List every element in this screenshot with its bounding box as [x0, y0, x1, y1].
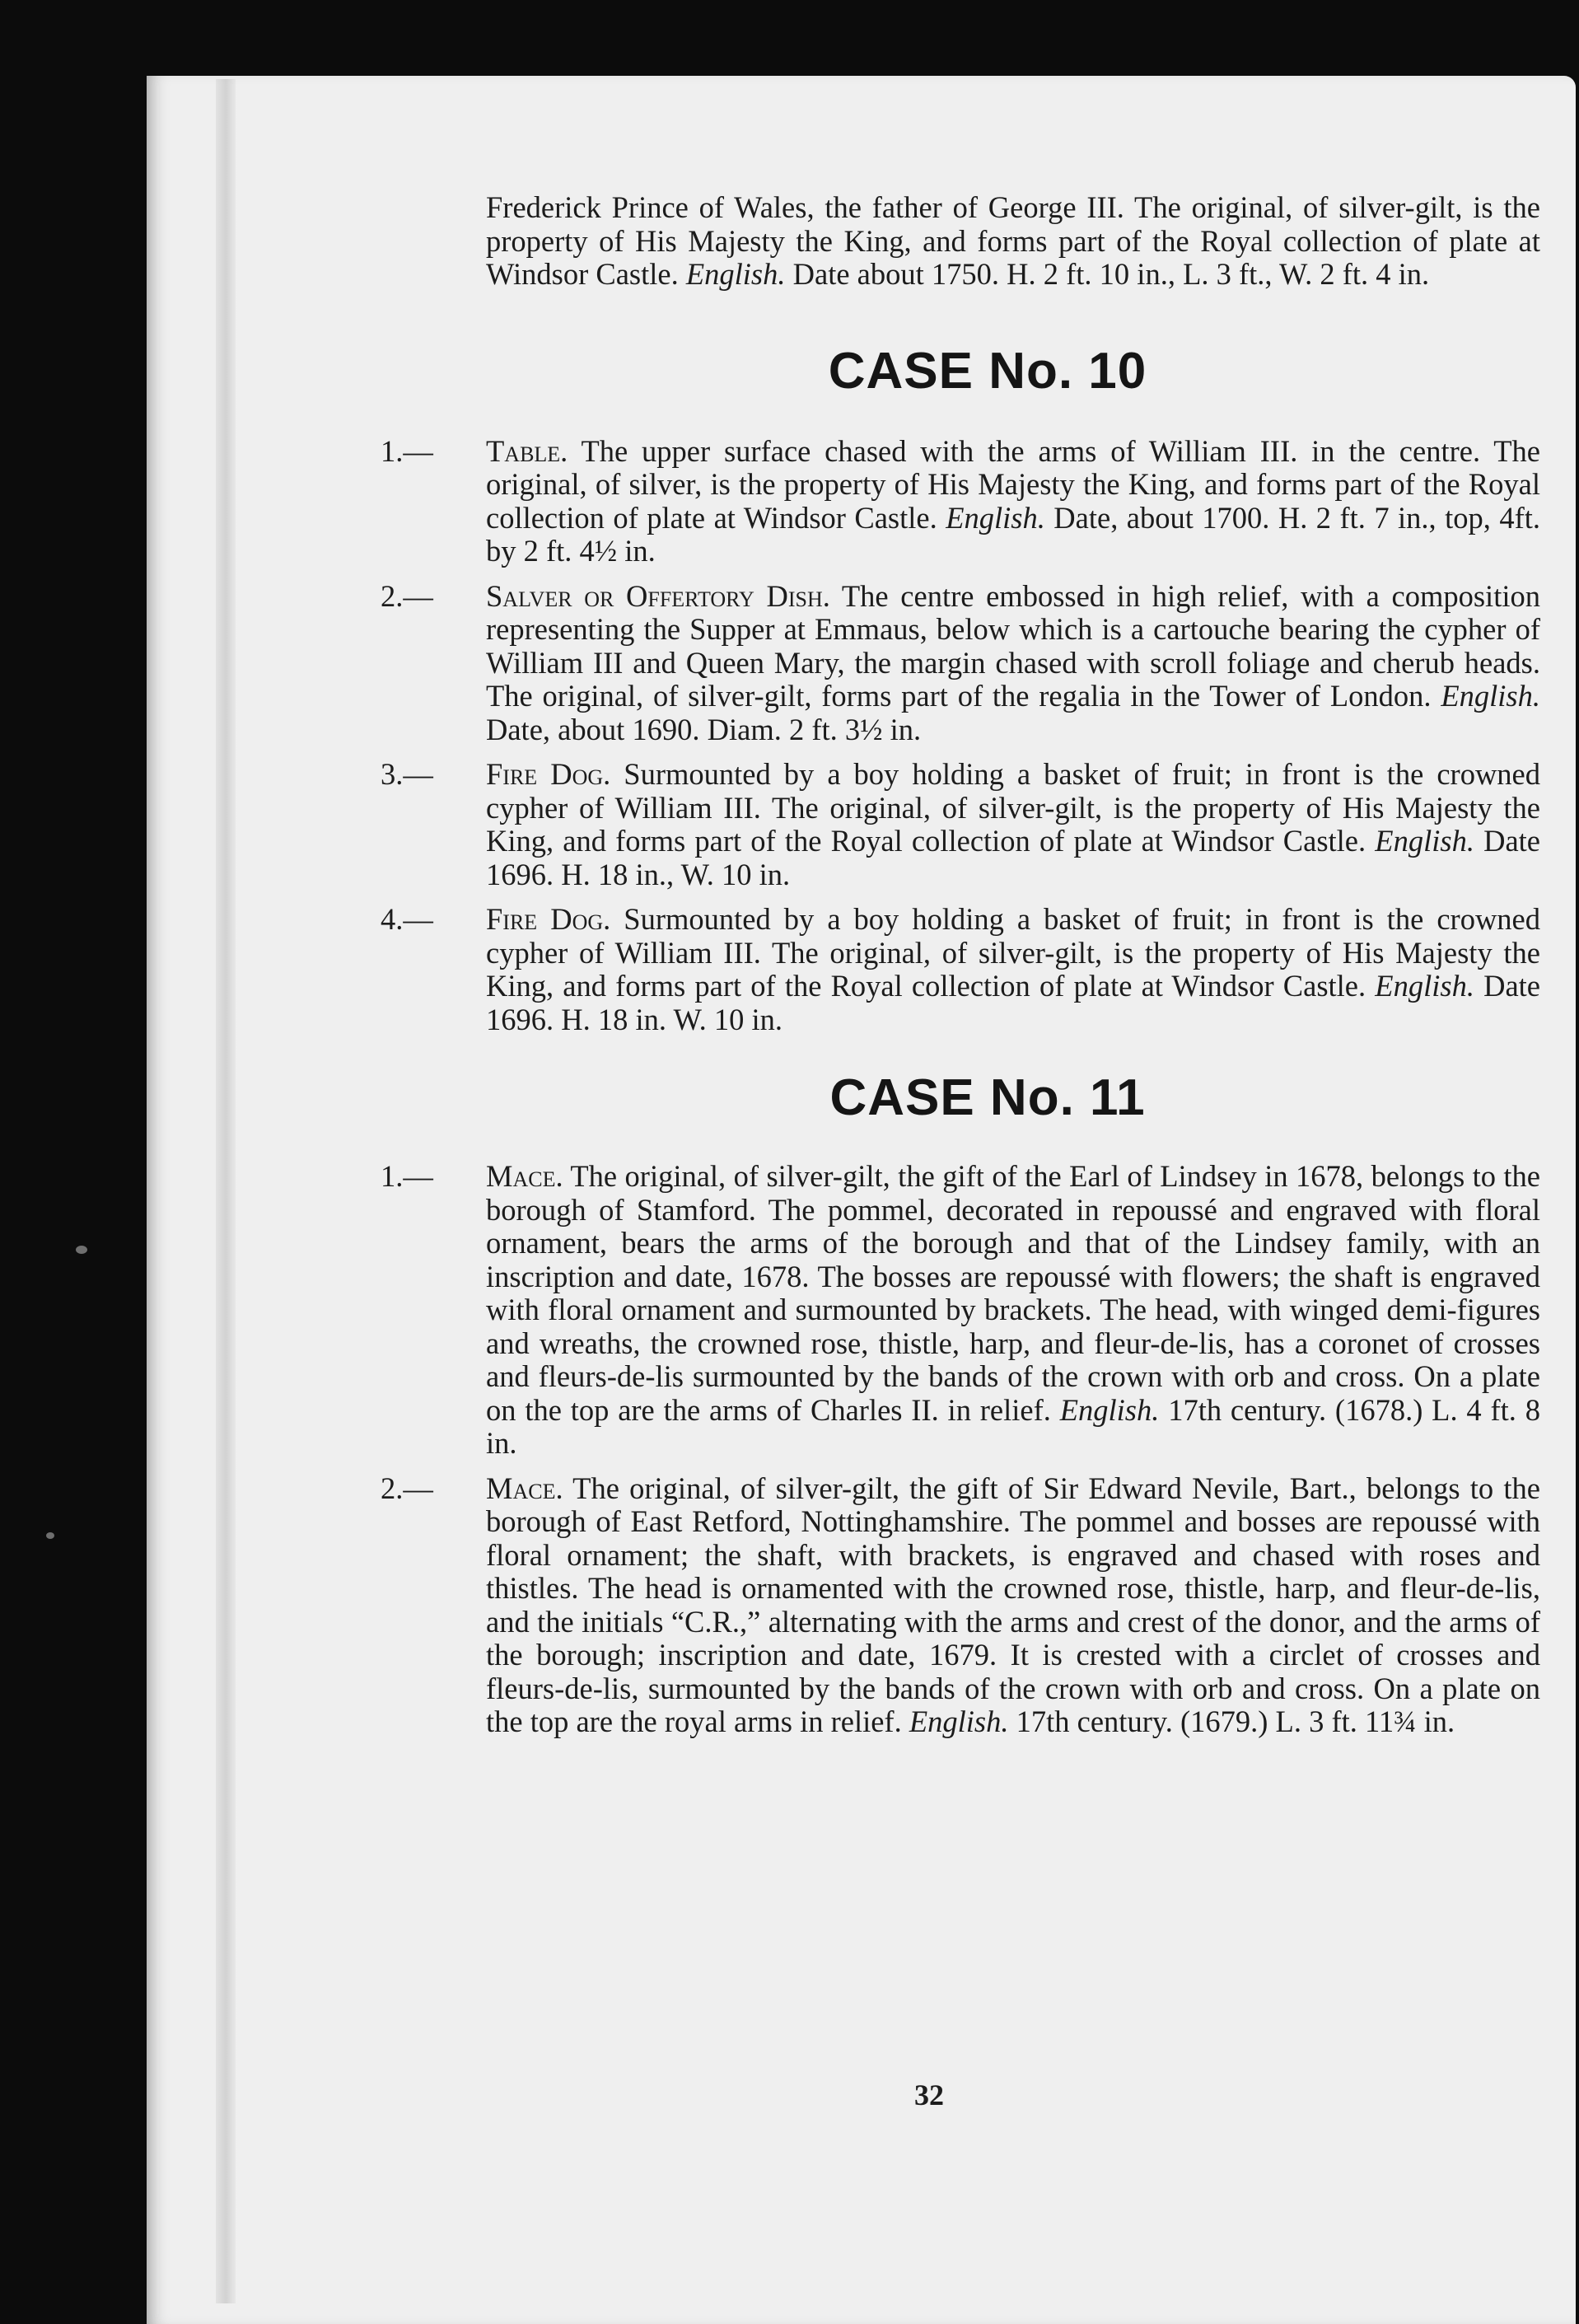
- entry-name: Mace.: [486, 1159, 563, 1193]
- entry-number: 2.—: [381, 1471, 433, 1505]
- entry-number: 4.—: [381, 902, 433, 936]
- entry-name: Table.: [486, 433, 568, 468]
- page-gutter-shadow: [216, 79, 236, 2303]
- page-content: [362, 191, 1540, 1751]
- entry-description: The original, of silver-gilt, the gift of the Earl of Lindsey in 1678, belongs to the borough of Stamford. The pommel, decorated in repoussé and engraved with floral ornament, bears the arms of the borough and that of the Lindsey family, with an inscription and date, 1678. The bosses are repoussé with flowers; the shaft is engraved with floral ornament and surmounted by brackets. The head, with winged demi-figures and wreaths, the crowned rose, thistle, harp, and fleur-de-lis, has a coronet of crosses and fleurs-de-lis surmounted by the bands of the crown with orb and cross. On a plate on the top are the arms of Charles II. in relief.: [486, 1159, 1540, 1427]
- entry-origin: English.: [946, 500, 1045, 535]
- entry-dimensions: Date 1696. H. 18 in., W. 10 in.: [486, 824, 1540, 891]
- entry-number: 1.—: [381, 433, 433, 468]
- case-11-list: [362, 1160, 1540, 1739]
- entry-name: Mace.: [486, 1471, 563, 1505]
- entry-dimensions: 17th century. (1679.) L. 3 ft. 11¾ in.: [1008, 1704, 1455, 1738]
- page-number: 32: [914, 2079, 944, 2111]
- intro-italic: English.: [685, 257, 786, 291]
- entry-name: Fire Dog.: [486, 902, 611, 936]
- entry-number: 1.—: [381, 1159, 433, 1193]
- entry-text: [486, 1471, 1540, 1739]
- entry-dimensions: Date 1696. H. 18 in. W. 10 in.: [486, 969, 1540, 1036]
- entry-dimensions: 17th century. (1678.) L. 4 ft. 8 in.: [486, 1392, 1540, 1460]
- entry-dimensions: Date, about 1700. H. 2 ft. 7 in., top, 4ft. by 2 ft. 4½ in.: [486, 500, 1540, 568]
- entry-description: The original, of silver-gilt, the gift of Sir Edward Nevile, Bart., belongs to the borough of East Retford, Nottinghamshire. The pommel and bosses are repoussé with floral ornament; the shaft, with brackets, is engraved and chased with roses and thistles. The head is ornamented with the crowned rose, thistle, harp, and fleur-de-lis, and the initials “C.R.,” alternating with the arms and crest of the donor, and the arms of the borough; inscription and date, 1679. It is crested with a circlet of crosses and fleurs-de-lis, surmounted by the bands of the crown with orb and cross. On a plate on the top are the royal arms in relief.: [486, 1471, 1540, 1738]
- entry-number: 2.—: [381, 578, 433, 613]
- entry-text: [486, 434, 1540, 568]
- entry-description: Surmounted by a boy holding a basket of fruit; in front is the crowned cypher of William III. The original, of silver-gilt, is the property of His Majesty the King, and forms part of the Royal collection of plate at Windsor Castle.: [486, 757, 1540, 858]
- intro-paragraph: [486, 191, 1540, 292]
- entry-origin: English.: [1375, 824, 1474, 858]
- entry-description: The centre embossed in high relief, with a composition representing the Supper at Emmaus, below which is a cartouche bearing the cypher of William III and Queen Mary, the margin chased with scroll foliage and cherub heads. The original, of silver-gilt, forms part of the regalia in the Tower of London.: [486, 578, 1540, 713]
- intro-text: Frederick Prince of Wales, the father of George III. The original, of silver-gilt, is the property of His Majesty the King, and forms part of the Royal collection of plate at Windsor Castle.: [486, 190, 1540, 291]
- case-10-entry-3: [362, 758, 1540, 891]
- case-11-heading: CASE No. 11: [829, 1069, 1146, 1126]
- case-10-entry-2: [362, 580, 1540, 747]
- entry-description: The upper surface chased with the arms of William III. in the centre. The original, of silver, is the property of His Majesty the King, and forms part of the Royal collection of plate at Windsor Castle.: [486, 433, 1540, 535]
- entry-text: [486, 902, 1540, 1036]
- entry-text: [486, 579, 1540, 746]
- case-10-heading: CASE No. 10: [828, 342, 1147, 400]
- case-10-entry-4: [362, 903, 1540, 1036]
- intro-text-end: Date about 1750. H. 2 ft. 10 in., L. 3 ft., W. 2 ft. 4 in.: [785, 257, 1430, 291]
- entry-text: [486, 757, 1540, 891]
- entry-name: Salver or Offertory Dish.: [486, 578, 830, 613]
- entry-name: Fire Dog.: [486, 757, 611, 791]
- entry-origin: English.: [1441, 679, 1540, 713]
- entry-origin: English.: [1375, 969, 1474, 1003]
- entry-description: Surmounted by a boy holding a basket of fruit; in front is the crowned cypher of William III. The original, of silver-gilt, is the property of His Majesty the King, and forms part of the Royal collection of plate at Windsor Castle.: [486, 902, 1540, 1003]
- entry-dimensions: Date, about 1690. Diam. 2 ft. 3½ in.: [486, 712, 922, 746]
- case-11-entry-1: [362, 1160, 1540, 1461]
- film-speck: [76, 1246, 87, 1254]
- entry-text: [486, 1159, 1540, 1460]
- case-10-entry-1: [362, 435, 1540, 568]
- case-10-list: [362, 435, 1540, 1037]
- entry-number: 3.—: [381, 757, 433, 791]
- entry-origin: English.: [909, 1704, 1009, 1738]
- entry-origin: English.: [1059, 1392, 1160, 1427]
- case-11-entry-2: [362, 1472, 1540, 1739]
- film-speck: [46, 1532, 54, 1539]
